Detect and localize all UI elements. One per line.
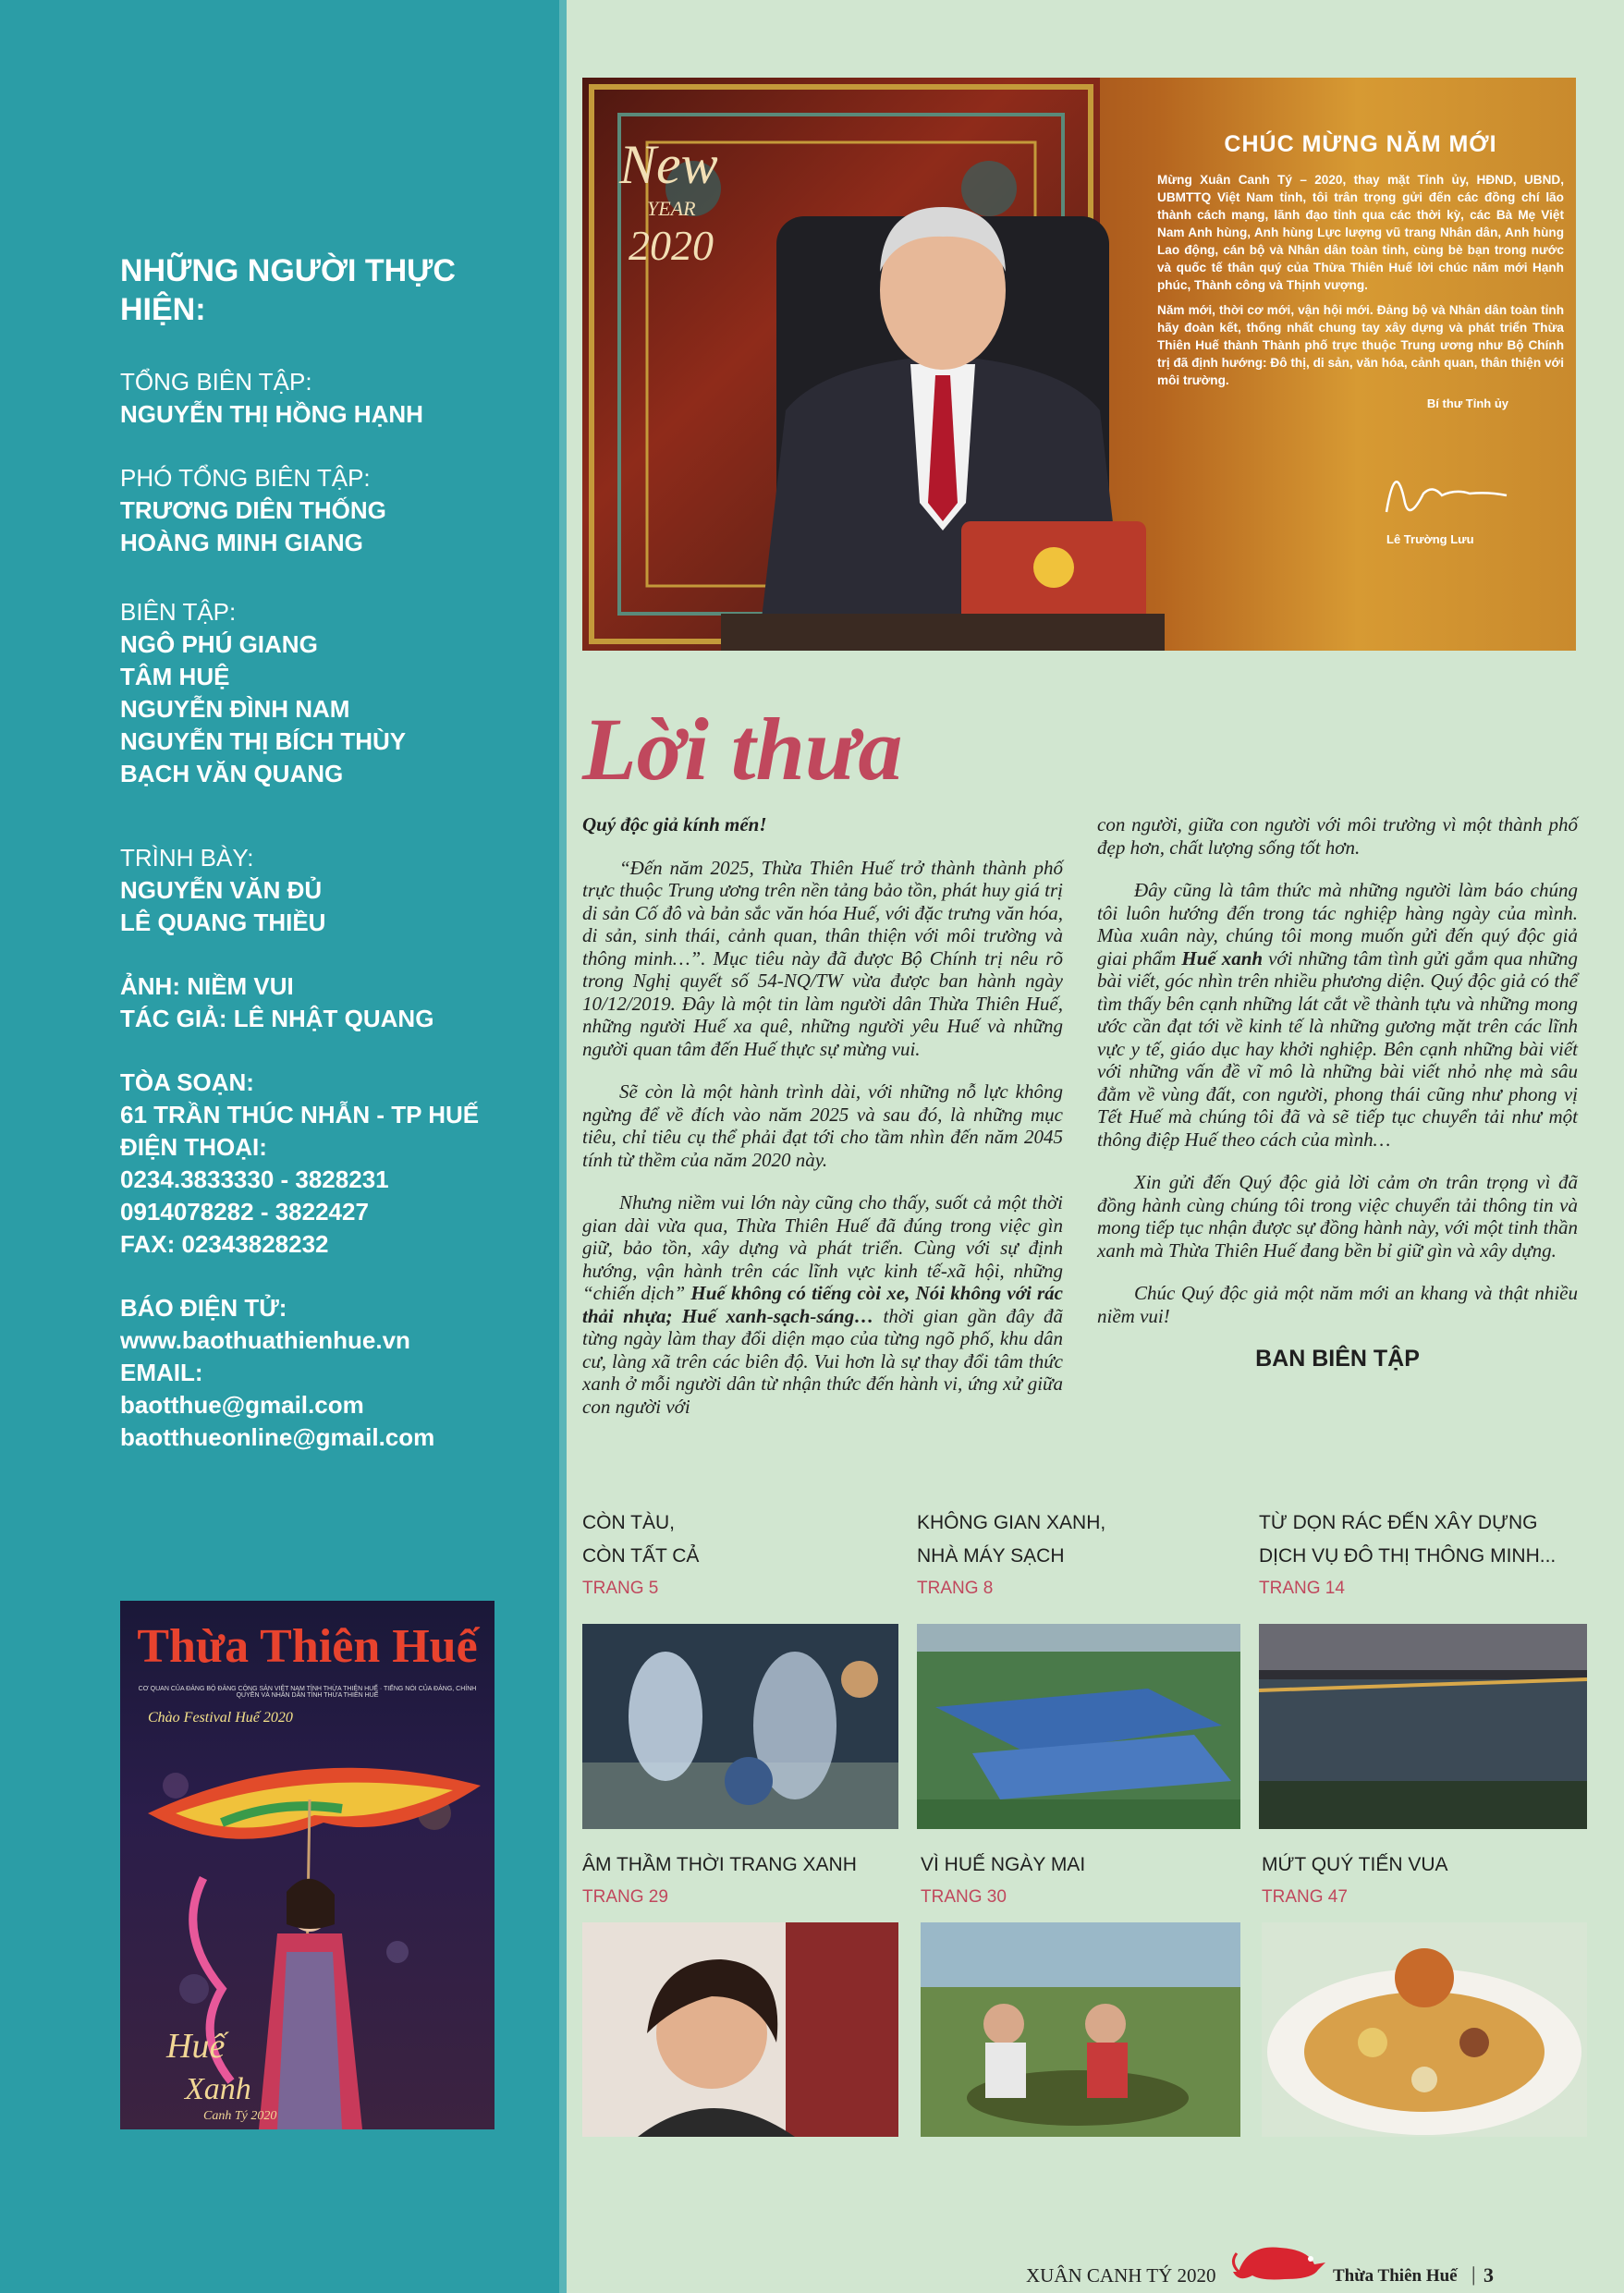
credit-group-editor-in-chief — [120, 366, 536, 431]
credits-block — [120, 251, 536, 1485]
article-paragraph: “Đến năm 2025, Thừa Thiên Huế trở thành thành phố trực thuộc Trung ương trên nền tảng bảo tồn, phát huy giá trị di sản Cố đô và bản sắc văn hóa Huế, với đặc trưng văn hóa, di sản, sinh thái, cảnh quan, thân thiện với môi trường và thông minh…”. Mục tiêu này đã được Bộ Chính trị nêu rõ trong Nghị quyết số 54-NQ/TW vừa được ban hành ngày 10/12/2019. Đây là một tin làm người dân Thừa Thiên Huế, những người Huế xa quê, những người yêu Huế và những người quan tâm đến Huế thực sự mừng vui. — [582, 856, 1063, 1060]
article-paragraph — [1097, 879, 1578, 1151]
rat-icon — [1229, 2235, 1331, 2287]
greeting-text-block — [1157, 131, 1564, 410]
magazine-cover-image — [120, 1601, 495, 2129]
teaser-page: TRANG 14 — [1259, 1579, 1345, 1598]
signer-name: Lê Trường Lưu — [1386, 532, 1474, 546]
divider-stripe — [559, 0, 567, 2293]
teaser-title: CÒN TÀU, — [582, 1512, 675, 1533]
footer-page-number: 3 — [1484, 2263, 1494, 2287]
teaser-photo-bridge[interactable] — [1259, 1624, 1587, 1829]
teaser-photo-fashion[interactable] — [582, 1922, 898, 2137]
cover-label-xanh: Xanh — [185, 2072, 251, 2106]
article-column-left — [582, 813, 1063, 1438]
cover-subline: CƠ QUAN CỦA ĐẢNG BỘ ĐẢNG CỘNG SẢN VIỆT NAM TỈNH THỪA THIÊN HUẾ · TIẾNG NÓI CỦA ĐẢNG, CHÍNH QUYỀN VÀ NHÂN DÂN TỈNH THỪA THIÊN HUẾ — [138, 1686, 477, 1699]
new-year-badge — [619, 133, 718, 270]
email-link[interactable]: baotthueonline@gmail.com — [120, 1423, 435, 1451]
footer-brand: Thừa Thiên Huế — [1333, 2266, 1458, 2286]
credit-role: PHÓ TỔNG BIÊN TẬP: — [120, 464, 371, 492]
official-portrait — [721, 133, 1165, 651]
teaser-title: CÒN TẤT CẢ — [582, 1545, 700, 1567]
article-paragraph: con người, giữa con người với môi trường vì một thành phố đẹp hơn, chất lượng sống tốt hơn. — [1097, 813, 1578, 859]
article-paragraph: Sẽ còn là một hành trình dài, với những nỗ lực không ngừng để về đích vào năm 2025 và sau đó, là những mục tiêu, chỉ tiêu cụ thể phải đạt tới cho tầm nhìn đến năm 2045 tính từ thềm của năm 2020 này. — [582, 1080, 1063, 1171]
woman-portrait-photo — [582, 1922, 898, 2137]
credit-group-editors — [120, 596, 536, 790]
paragraph-text: Đây cũng là tâm thức mà những người làm báo chúng tôi luôn hướng đến trong tác nghiệp hàng ngày của mình. Mùa xuân này, chúng tôi mong muốn gửi đến quý độc giả giai phẩm — [1097, 879, 1578, 970]
credit-name: TÂM HUỆ — [120, 663, 230, 690]
paragraph-text: với những tâm tình gửi gắm qua những bài viết, góc nhìn trên nhiều phương diện. Quý độc giả có thể tìm thấy bên cạnh những lát cắt về thành tựu và những mong ước cần đạt tới về kinh tế là những gương mặt trên các lĩnh vực y tế, giáo dục hay khởi nghiệp. Bên cạnh những bài viết với những vấn đề vĩ mô là những bài viết nhỏ nhẹ mà sâu đằm về vùng đất, con người, phong thái cũng như phong vị Tết Huế mà chúng tôi đã và sẽ tiếp tục chuyển tải như một thông điệp Huế theo cách của mình… — [1097, 946, 1579, 1151]
credit-name: TRƯƠNG DIÊN THỐNG — [120, 496, 386, 524]
article-column-right — [1097, 813, 1578, 1371]
new-year-banner — [582, 78, 1576, 651]
footer-issue: XUÂN CANH TÝ 2020 — [1026, 2264, 1216, 2287]
market-photo — [582, 1624, 898, 1829]
teaser-page: TRANG 30 — [921, 1887, 1007, 1907]
footer-separator: | — [1471, 2263, 1476, 2286]
article-paragraph — [582, 1191, 1063, 1418]
teaser-page: TRANG 47 — [1262, 1887, 1348, 1907]
badge-number: 2020 — [629, 222, 714, 269]
phone-number: 0234.3833330 - 3828231 — [120, 1165, 389, 1193]
email-label: EMAIL: — [120, 1359, 203, 1386]
teaser-photo-market[interactable] — [582, 1624, 898, 1829]
credit-role: BÁO ĐIỆN TỬ: — [120, 1294, 287, 1322]
credit-role: TÒA SOẠN: — [120, 1068, 254, 1096]
teaser-story[interactable] — [917, 1506, 1105, 1599]
cover-label-hue: Huế — [166, 2027, 226, 2066]
cover-masthead: Thừa Thiên Huế — [137, 1620, 478, 1673]
phone-label: ĐIỆN THOẠI: — [120, 1133, 267, 1161]
credit-name: NGUYỄN ĐÌNH NAM — [120, 695, 350, 723]
fax-number: FAX: 02343828232 — [120, 1230, 329, 1258]
credit-group-layout — [120, 842, 536, 939]
greeting-position: Bí thư Tỉnh ủy — [1426, 396, 1508, 410]
article-paragraph: Chúc Quý độc giả một năm mới an khang và thật nhiều niềm vui! — [1097, 1282, 1578, 1327]
teaser-photo-factory[interactable] — [917, 1624, 1240, 1829]
teaser-title: VÌ HUẾ NGÀY MAI — [921, 1854, 1086, 1875]
teaser-page: TRANG 5 — [582, 1579, 659, 1598]
credit-role: TRÌNH BÀY: — [120, 844, 254, 872]
credit-role: BIÊN TẬP: — [120, 598, 237, 626]
credit-role: TỔNG BIÊN TẬP: — [120, 368, 312, 396]
credit-name: HOÀNG MINH GIANG — [120, 529, 363, 556]
teaser-page: TRANG 29 — [582, 1887, 668, 1907]
article-salutation: Quý độc giả kính mến! — [582, 813, 767, 835]
credit-name: TÁC GIẢ: LÊ NHẬT QUANG — [120, 1005, 434, 1032]
sidebar-credits-panel — [0, 0, 559, 2293]
teaser-story[interactable] — [582, 1848, 857, 1908]
teaser-story[interactable] — [921, 1848, 1085, 1908]
teaser-photo-dessert[interactable] — [1262, 1922, 1587, 2137]
teaser-title: DỊCH VỤ ĐÔ THỊ THÔNG MINH... — [1259, 1545, 1557, 1567]
badge-year: YEAR — [647, 197, 696, 220]
article-paragraph: Xin gửi đến Quý độc giả lời cảm ơn trân trọng vì đã đồng hành cùng chúng tôi trong việc chuyển tải thông tin và mong tiếp tục nhận được sự đồng hành này, với một tinh thần xanh mà Thừa Thiên Huế đang bền bỉ giữ gìn và xây dựng. — [1097, 1171, 1578, 1262]
credit-name: NGÔ PHÚ GIANG — [120, 630, 318, 658]
teaser-story[interactable] — [1262, 1848, 1448, 1908]
paragraph-emphasis: Huế không có tiếng còi xe, Nói không với rác thải nhựa; Huế xanh-sạch-sáng… — [582, 1282, 1063, 1327]
article-signature: BAN BIÊN TẬP — [1255, 1346, 1420, 1372]
teaser-story[interactable] — [1259, 1506, 1556, 1599]
credit-role: ẢNH: NIỀM VUI — [120, 972, 294, 1000]
credit-name: LÊ QUANG THIỀU — [120, 909, 326, 936]
teaser-title: ÂM THẦM THỜI TRANG XANH — [582, 1854, 857, 1875]
cover-festival-label: Chào Festival Huế 2020 — [148, 1710, 293, 1726]
credit-name: NGUYỄN THỊ HỒNG HẠNH — [120, 400, 423, 428]
credit-name: NGUYỄN VĂN ĐỦ — [120, 876, 323, 904]
teaser-title: MỨT QUÝ TIẾN VUA — [1262, 1854, 1448, 1875]
tree-planting-photo — [921, 1922, 1240, 2137]
article-title: Lời thưa — [582, 700, 903, 799]
teaser-title: KHÔNG GIAN XANH, — [917, 1512, 1106, 1533]
factory-aerial-photo — [917, 1624, 1240, 1829]
teaser-photo-planting[interactable] — [921, 1922, 1240, 2137]
teaser-title: TỪ DỌN RÁC ĐẾN XÂY DỰNG — [1259, 1512, 1538, 1533]
credits-heading: NHỮNG NGƯỜI THỰC HIỆN: — [120, 253, 456, 327]
paragraph-text: Nhưng niềm vui lớn này cũng cho thấy, suốt cả một thời gian dài vừa qua, Thừa Thiên Huế đã đúng trong việc gìn giữ, bảo tồn, xây dựng và phát triển. Cùng với sự định hướng, vận hành trên các lĩnh vực kinh tế-xã hội, những “chiến dịch” — [582, 1191, 1063, 1304]
credit-group-office — [120, 1067, 536, 1261]
teaser-story[interactable] — [582, 1506, 699, 1599]
credit-group-photo — [120, 970, 536, 1035]
credit-group-online — [120, 1292, 536, 1454]
phone-number: 0914078282 - 3822427 — [120, 1198, 369, 1226]
teaser-title: NHÀ MÁY SẠCH — [917, 1545, 1065, 1567]
greeting-paragraph: Năm mới, thời cơ mới, vận hội mới. Đảng bộ và Nhân dân toàn tỉnh hãy đoàn kết, thống nhất chung tay xây dựng và phát triển Thừa Thiên Huế thành Thành phố trực thuộc Trung ương như Bộ Chính trị đã định hướng: Đô thị, di sản, văn hóa, cảnh quan, thân thiện với môi trường. — [1157, 303, 1564, 387]
credit-group-deputy — [120, 462, 536, 559]
credit-name: NGUYỄN THỊ BÍCH THÙY — [120, 727, 407, 755]
credit-name: BẠCH VĂN QUANG — [120, 760, 344, 787]
paragraph-text: thời gian gần đây đã từng ngày làm thay đổi diện mạo của từng ngõ phố, khu dân cư, làng xã trên các biên độ. Vui hơn là sự thay đổi tâm thức xanh ở mỗi người dân từ nhận thức đến hành vi, ứng xử giữa con người với — [582, 1304, 1064, 1418]
handwritten-signature — [1368, 447, 1516, 531]
candied-fruit-photo — [1262, 1922, 1587, 2137]
paragraph-emphasis: Huế xanh — [1181, 946, 1264, 970]
teaser-page: TRANG 8 — [917, 1579, 994, 1598]
badge-new: New — [619, 134, 718, 195]
email-link[interactable]: baotthue@gmail.com — [120, 1391, 364, 1419]
greeting-title: CHÚC MỪNG NĂM MỚI — [1224, 131, 1497, 157]
river-bridge-photo — [1259, 1624, 1587, 1829]
greeting-paragraph: Mừng Xuân Canh Tý – 2020, thay mặt Tỉnh ủy, HĐND, UBND, UBMTTQ Việt Nam tỉnh, tôi trân trọng gửi đến các đồng chí lão thành cách mạng, lãnh đạo tỉnh qua các thời kỳ, các Bà Mẹ Việt Nam Anh hùng, Anh hùng Lực lượng vũ trang Nhân dân, Anh hùng Lao động, cán bộ và Nhân dân toàn tỉnh, cùng bè bạn trong nước và quốc tế thân quý của Thừa Thiên Huế lời chúc năm mới Hạnh phúc, Thành công và Thịnh vượng. — [1157, 173, 1564, 292]
cover-label-year: Canh Tý 2020 — [203, 2109, 277, 2123]
office-address: 61 TRẦN THÚC NHẪN - TP HUẾ — [120, 1101, 480, 1128]
website-link[interactable]: www.baothuathienhue.vn — [120, 1326, 410, 1354]
